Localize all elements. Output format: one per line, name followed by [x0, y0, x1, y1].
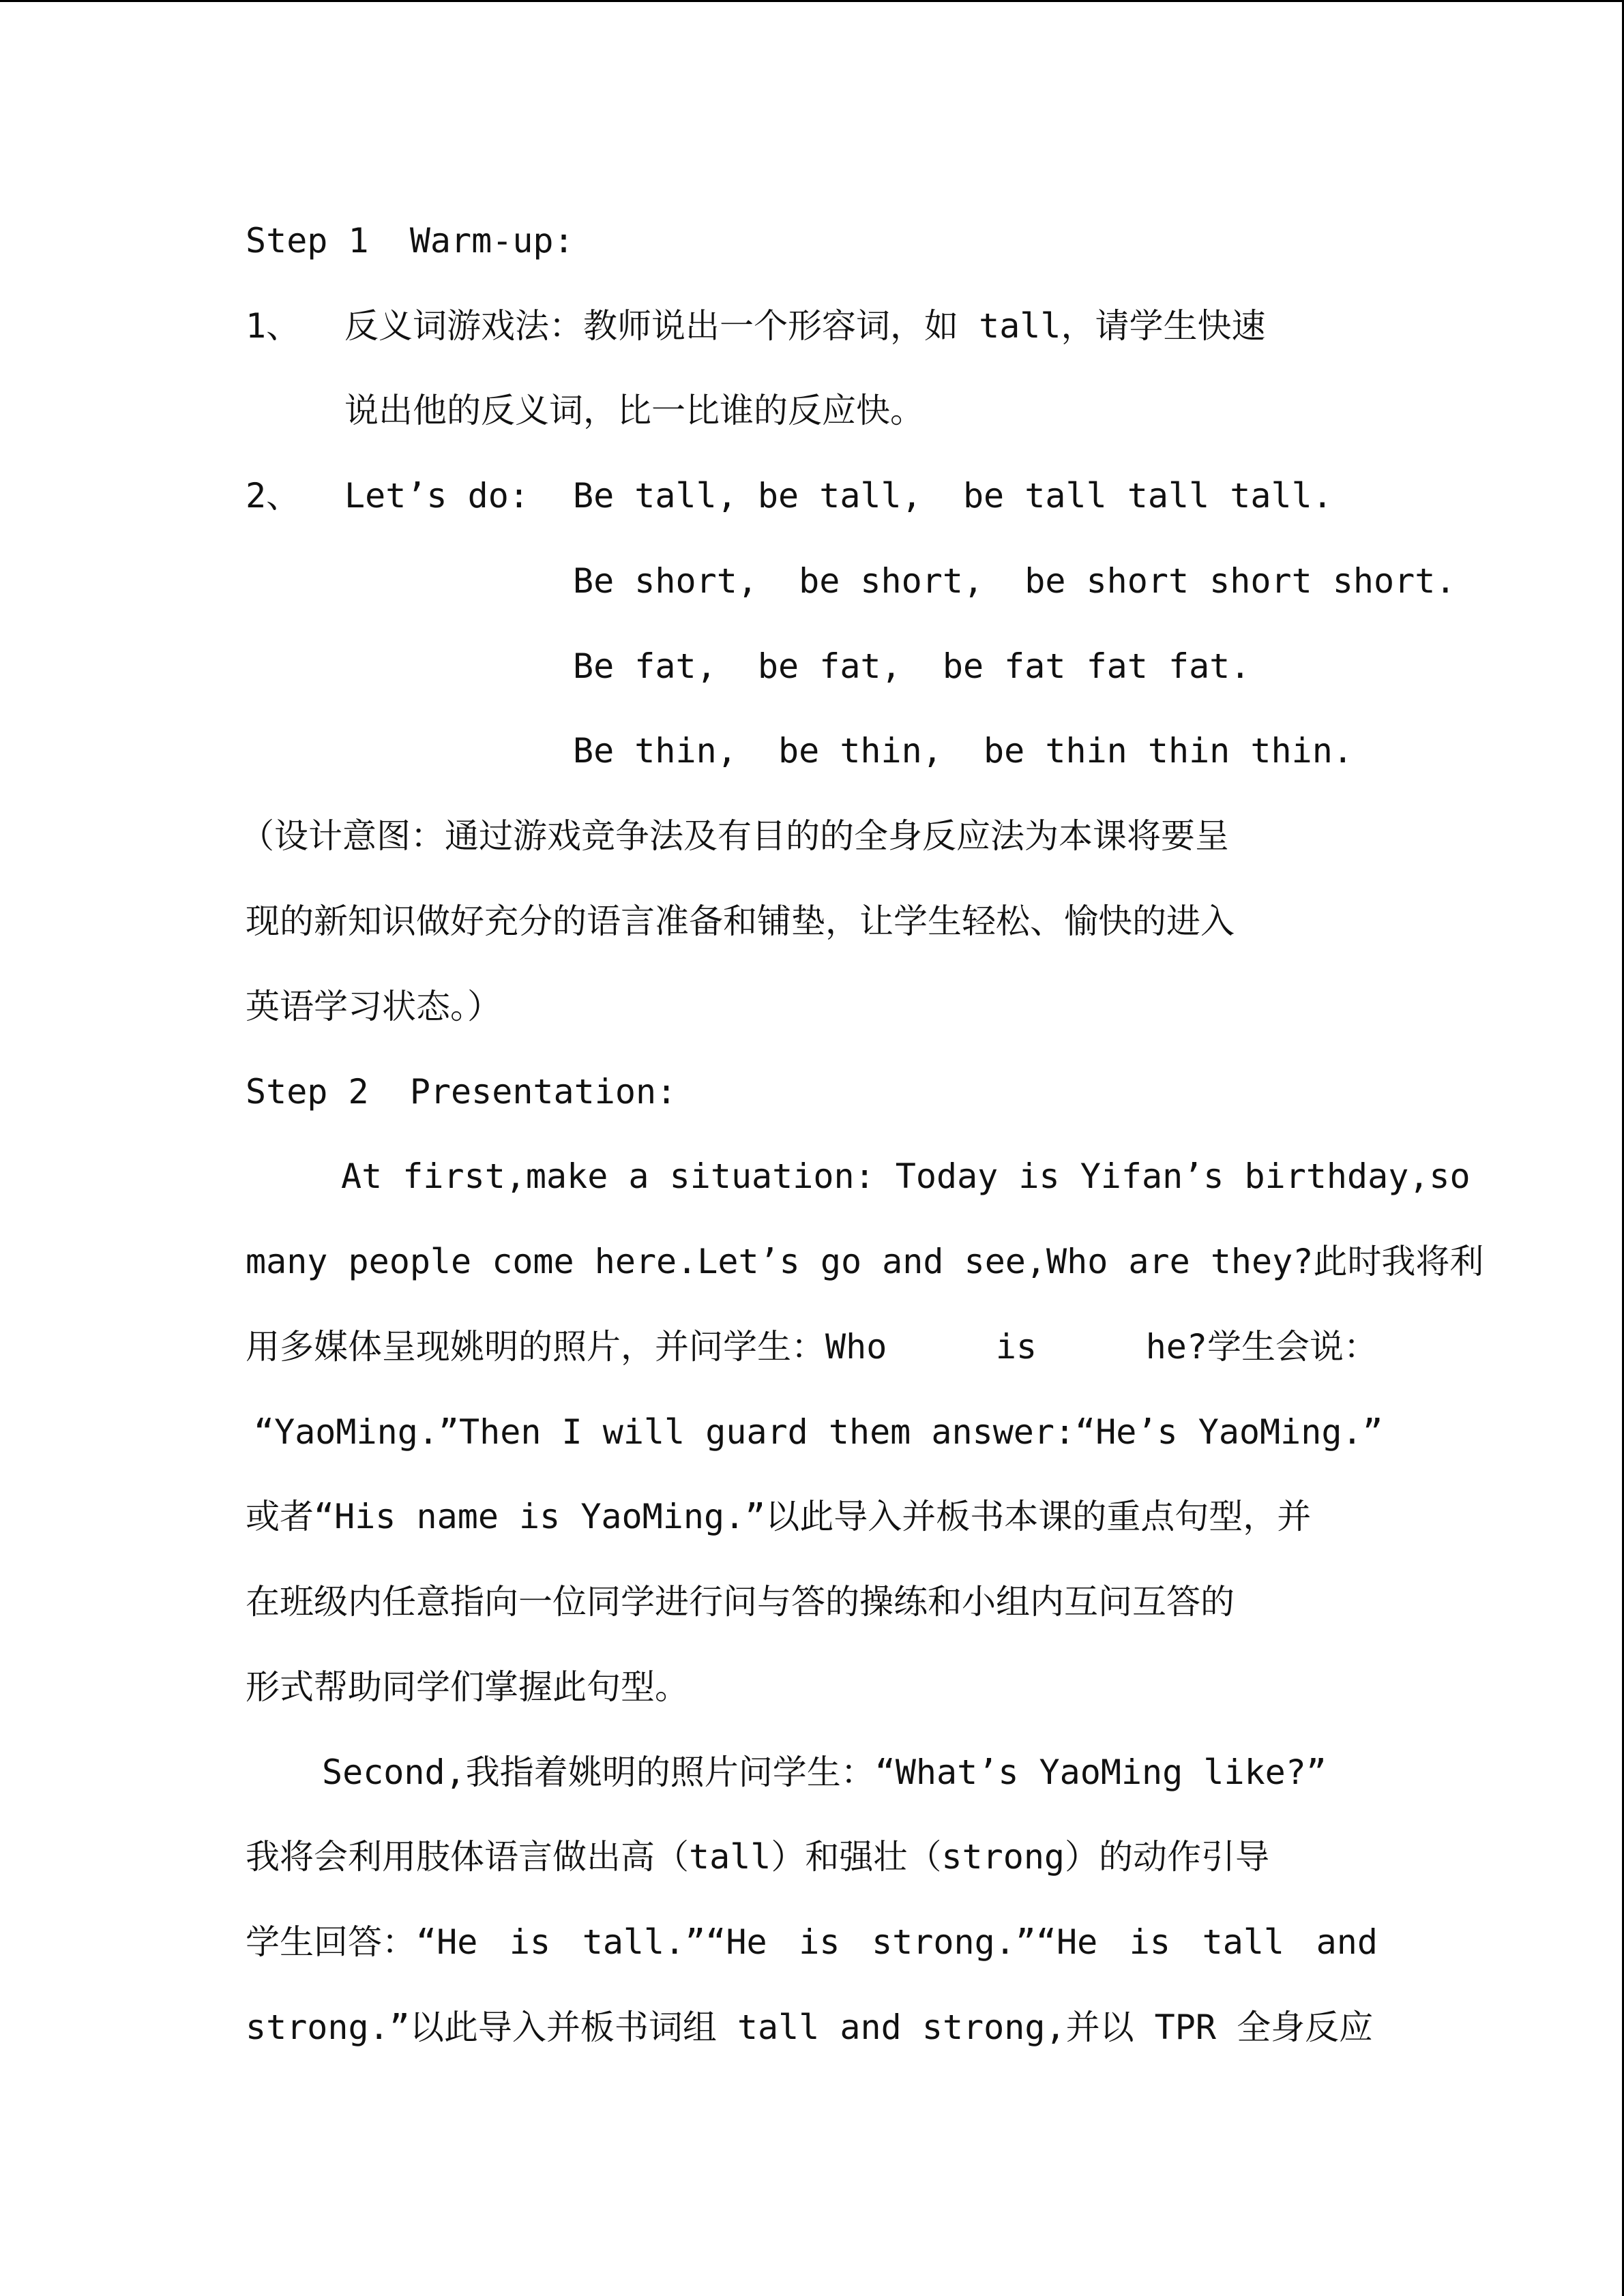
- p2-line3-word: is: [799, 1922, 840, 1962]
- top-border: [0, 0, 1624, 2]
- item2-label: Let’s do:: [344, 476, 529, 516]
- p2-line3-word: strong.”“He: [872, 1922, 1098, 1962]
- chant-line-4: Be thin, be thin, be thin thin thin.: [573, 731, 1353, 771]
- item1-number: 1、: [246, 306, 301, 346]
- p2-line3-word: is: [509, 1922, 551, 1962]
- item2-number: 2、: [246, 476, 301, 516]
- p1-line1: At first,make a situation: Today is Yifan’s birthday,so: [341, 1157, 1471, 1196]
- p2-line3-word: is: [1129, 1922, 1171, 1962]
- p1-line7: 形式帮助同学们掌握此句型。: [246, 1667, 689, 1707]
- chant-line-1: Be tall, be tall, be tall tall tall.: [573, 476, 1333, 516]
- p2-line3: [246, 1921, 1378, 1963]
- p2-line3-word: 学生回答：“He: [246, 1922, 478, 1962]
- p2-line3-word: tall.”“He: [582, 1922, 767, 1962]
- p2-line4: strong.”以此导入并板书词组 tall and strong,并以 TPR 全身反应: [246, 2008, 1374, 2047]
- p2-line3-word: tall: [1202, 1922, 1285, 1962]
- p1-line6: 在班级内任意指向一位同学进行问与答的操练和小组内互问互答的: [246, 1582, 1235, 1622]
- p1-line3-part-c: he?学生会说：: [1145, 1327, 1378, 1367]
- p1-line2: many people come here.Let’s go and see,Who are they?此时我将利: [246, 1242, 1484, 1281]
- item1-line1: 反义词游戏法：教师说出一个形容词，如 tall，请学生快速: [344, 306, 1266, 346]
- step2-heading: Step 2 Presentation:: [246, 1072, 677, 1112]
- p2-line3-word: and: [1316, 1922, 1378, 1962]
- p1-line4: “YaoMing.”Then I will guard them answer:“He’s YaoMing.”: [254, 1412, 1383, 1452]
- design-intent-line3: 英语学习状态。）: [246, 987, 501, 1026]
- p1-line3: [246, 1326, 1378, 1368]
- p2-line2: 我将会利用肢体语言做出高（tall）和强壮（strong）的动作引导: [246, 1837, 1270, 1877]
- step1-heading: Step 1 Warm-up:: [246, 221, 574, 260]
- chant-line-3: Be fat, be fat, be fat fat fat.: [573, 646, 1251, 686]
- p2-line1: Second,我指着姚明的照片问学生：“What’s YaoMing like?”: [322, 1753, 1327, 1792]
- design-intent-line2: 现的新知识做好充分的语言准备和铺垫，让学生轻松、愉快的进入: [246, 901, 1235, 941]
- p1-line3-part-a: 用多媒体呈现姚明的照片，并问学生：Who: [246, 1327, 887, 1367]
- design-intent-line1: （设计意图：通过游戏竞争法及有目的的全身反应法为本课将要呈: [240, 816, 1229, 856]
- chant-line-2: Be short, be short, be short short short.: [573, 561, 1456, 601]
- item1-line2: 说出他的反义词，比一比谁的反应快。: [344, 391, 924, 430]
- p1-line3-part-b: is: [995, 1327, 1037, 1367]
- p1-line5: 或者“His name is YaoMing.”以此导入并板书本课的重点句型，并: [246, 1497, 1312, 1536]
